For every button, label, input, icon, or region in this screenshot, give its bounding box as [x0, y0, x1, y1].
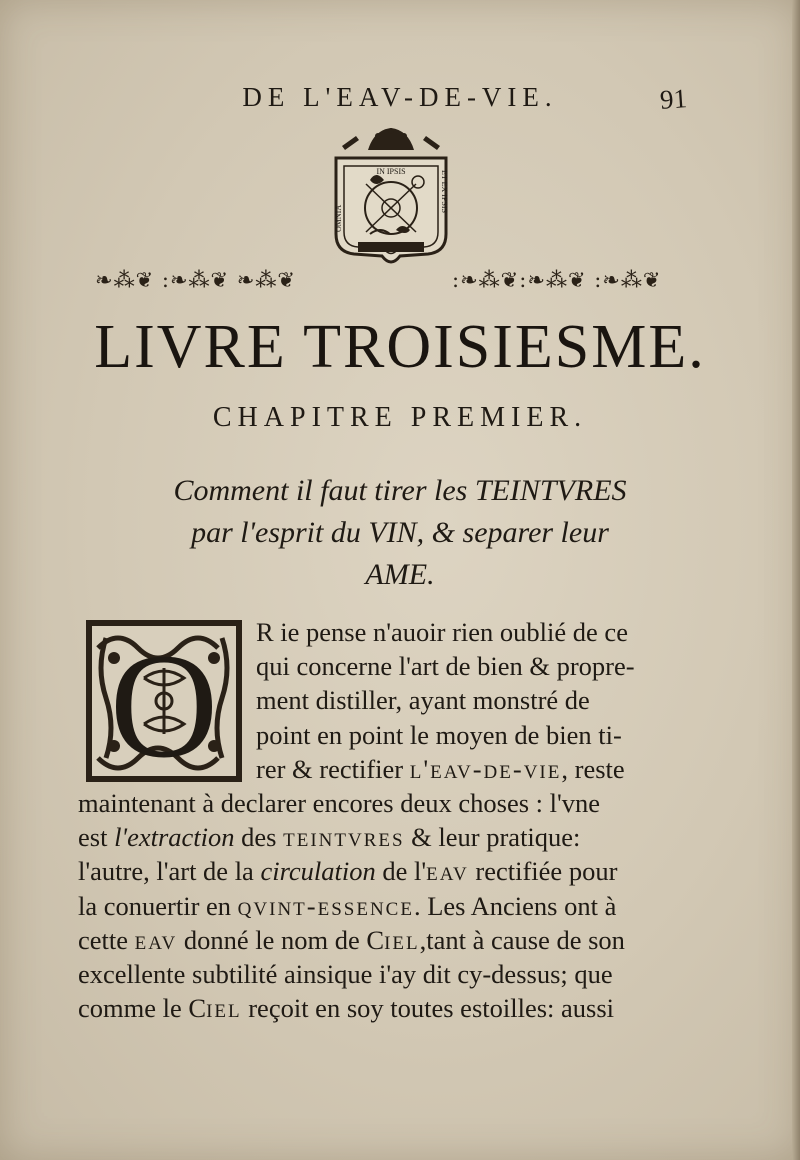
small-caps-run: qvint-essence — [237, 890, 414, 921]
small-caps-run: iel — [206, 993, 242, 1024]
text-line: excellente subtilité ainsique i'ay dit cy-dessus; que — [78, 959, 613, 990]
text-run: reçoit en soy toutes estoilles: aussi — [241, 993, 615, 1024]
text-run: l'autre, l'art de la — [78, 856, 261, 887]
printers-device-emblem — [330, 122, 452, 272]
fleuron-band-left: ❧⁂❦ :❧⁂❦ ❧⁂❦ — [95, 268, 296, 292]
heading-line-1: Comment il faut tirer les TEINTVRES — [173, 474, 627, 507]
chapter-title: CHAPITRE PREMIER. — [212, 402, 588, 433]
text-line — [78, 820, 688, 854]
text-run: donné le nom de C — [177, 924, 385, 955]
body-text — [78, 615, 688, 1025]
fleuron-band-right: :❧⁂❦:❧⁂❦ :❧⁂❦ — [452, 268, 662, 292]
chapter-heading — [0, 470, 800, 596]
book-title: LIVRE TROISIESME. — [94, 313, 706, 381]
italic-run: l'extraction — [114, 822, 235, 853]
small-caps-run: eav — [426, 856, 469, 887]
text-line — [78, 889, 688, 923]
small-caps-run: l'eav-de-vie — [409, 753, 562, 784]
device-legend-right: ET EX IPSIS — [440, 170, 449, 213]
text-run: cette — [78, 924, 135, 955]
text-line — [78, 923, 688, 957]
small-caps-run: teintvres — [283, 822, 405, 853]
text-run: des — [234, 822, 284, 853]
text-line: qui concerne l'art de bien & propre- — [256, 651, 635, 682]
text-line: ment distiller, ayant monstré de — [256, 685, 590, 716]
text-run: ,tant à cause de son — [419, 924, 625, 955]
text-line: point en point le moyen de bien ti- — [256, 719, 622, 750]
page-number: 91 — [658, 83, 688, 115]
text-run: la conuertir en — [78, 890, 238, 921]
text-line: maintenant à declarer encores deux choses : l'vne — [78, 788, 601, 819]
text-run: , reste — [561, 753, 625, 784]
text-run: rectifiée pour — [468, 856, 618, 887]
text-run: rer & rectifier — [256, 753, 410, 784]
text-line: R ie pense n'auoir rien oublié de ce — [256, 617, 628, 647]
heading-line-2: par l'esprit du VIN, & separer leur — [191, 516, 609, 549]
running-head: DE L'EAV-DE-VIE. — [242, 82, 558, 112]
text-line — [78, 854, 688, 888]
text-run: est — [78, 822, 115, 853]
text-line — [78, 991, 688, 1025]
drop-cap-letter: O — [109, 623, 219, 784]
text-run: . Les Anciens ont à — [413, 890, 617, 921]
text-run: & leur pratique: — [404, 822, 581, 853]
text-line — [256, 752, 688, 786]
text-run: comme le C — [78, 993, 207, 1024]
emblem-icon — [330, 122, 452, 272]
italic-run: circulation — [260, 856, 376, 887]
device-legend-top: IN IPSIS — [376, 167, 406, 176]
small-caps-run: iel — [384, 924, 420, 955]
heading-line-3: AME. — [365, 558, 435, 591]
small-caps-run: eav — [134, 924, 178, 955]
device-legend-left: OMNIA — [334, 204, 343, 232]
text-run: de l' — [375, 856, 427, 887]
